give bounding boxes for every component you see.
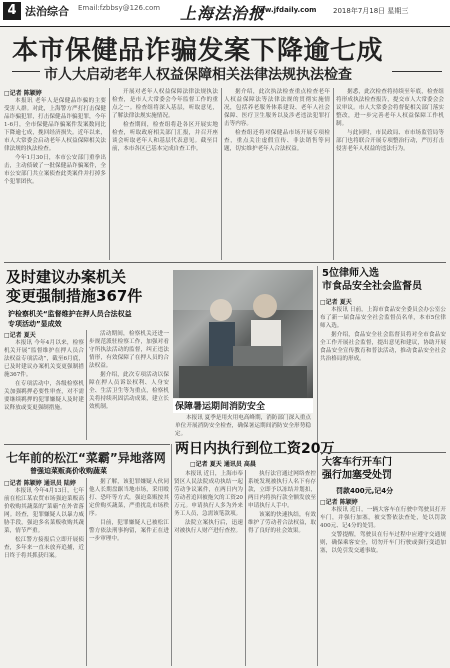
column-divider [171,444,172,666]
subhead-rule-right [392,71,442,72]
story-b-subtitle: 曾强迫菜贩高价收购蔬菜 [30,467,107,475]
column-divider [333,88,334,260]
header-date: 2018年7月18日 星期三 [333,7,409,15]
story-b-column-2 [89,478,169,666]
paragraph: 该案的快速执结，有效维护了劳动者合法权益，取得了良好的社会效果。 [248,512,316,534]
lead-column-2 [112,88,218,260]
story-d-byline: □记者 夏天 [320,299,352,306]
paragraph: 今年1月30日，本市公安部门重拳出击，主动侦破了一批保健品诈骗案件，全市公安部门共立案侦查此类案件并打掉多个犯罪团伙。 [4,155,106,185]
paragraph: 在专项活动中，各级检察机关加强羁押必要性审查，对不需要继续羁押的犯罪嫌疑人及时建议释放或变更强制措施。 [4,381,84,411]
story-c-title: 两日内执行到位工资20万 [175,441,335,457]
story-c-column-2 [248,470,316,666]
lead-column-3 [224,88,330,260]
story-d-column [320,297,446,447]
paragraph: 本报讯 近日，一辆大客车在行驶中驾驶员打开车门，并强行加塞，被交警依法查处，处以罚款400元、记4分的处罚。 [320,507,446,529]
story-e-byline: □记者 陈颖婷 [320,499,358,506]
story-c-byline: □记者 夏天 通讯员 高晨 [190,461,256,468]
column-divider [86,478,87,666]
story-e-subtitle: 罚款400元,记4分 [336,487,394,495]
paragraph: 目前，犯罪嫌疑人已被松江警方依法刑事拘留，案件正在进一步审理中。 [89,520,169,542]
paragraph: 本报讯 老年人是保健品诈骗的主要受害人群。对此，上海警方严打打击保健品诈骗犯罪，打击保健品诈骗犯罪，今年1-6月，全市保健品诈骗案件发案数同比下降逾七成，挽回经济损失。近年以来，市人大常委会启动老年人权益保障相关法律法规的执法检查。 [4,98,106,152]
story-a-subtitle-2: 专项活动”显成效 [8,320,62,328]
section-rule [4,262,446,263]
paragraph: 本报讯 近日，上海市奉贤区人民法院成功执结一起劳动争议案件，在两日内为劳动者追回被拖欠的工资20万元。申请执行人多为外来务工人员，急需该笔款项。 [174,471,243,517]
page-number-badge: 4 [3,2,21,20]
story-a-column-2 [89,330,169,440]
paragraph: 法院立案执行后，迅速对被执行人财产进行查控。 [174,520,243,534]
lead-headline: 本市保健品诈骗发案下降逾七成 [12,36,384,66]
photo-caption-text [175,414,311,436]
photo-caption-title: 保障暑运期间消防安全 [175,402,266,412]
column-divider [317,452,318,666]
paragraph: 本报讯 今年4月13日，七年前在松江某农贸市场强迫菜贩高价收购其蔬菜的“菜霸”在外省落网。经查，犯罪嫌疑人以暴力威胁手段，强迫多名菜贩收购其蔬菜，情节严重。 [4,488,84,534]
paragraph: 据介绍，食品安全社会监督员将对全市食品安全工作开展社会监督，提出意见和建议，协助开展食品安全宣传教育和普法活动，推动食品安全社会共治格局的形成。 [320,332,446,362]
lead-column-1 [4,88,106,260]
story-b-column-1 [4,478,84,666]
section-title: 法治综合 [25,5,69,18]
lead-byline: □记者 陈颖婷 [4,90,42,97]
story-e-title-2: 强行加塞受处罚 [322,470,392,481]
column-divider [109,88,110,260]
subhead-rule-left [12,71,40,72]
paragraph: 活动期间，检察机关还进一步规范派驻检察工作，加强对看守所执法活动的监督，纠正违法情形，有效保障了在押人员的合法权益。 [89,331,169,369]
story-a-byline: □记者 夏天 [4,332,36,339]
story-b-byline: □记者 陈颖婷 通讯员 陆婷 [4,480,76,487]
story-c-column-1 [174,470,243,666]
paragraph: 开展对老年人权益保障法律法规执法检查，是市人大常委会今年监督工作的重点之一。检查组将深入基层，听取意见，了解法律法规实施情况。 [112,89,218,119]
paragraph: 本报讯 日前，上海市食品安全委员会办公室公布了新一届食品安全社会监督员名单，本市5位律师入选。 [320,307,446,329]
lead-subhead: 市人大启动老年人权益保障相关法律法规执法检查 [44,67,352,83]
column-divider [245,470,246,666]
paragraph: 据了解，该犯罪嫌疑人伙同他人长期盘踞当地市场，采用殴打、恐吓等方式，强迫菜贩按其定价购买蔬菜，严重扰乱市场秩序。 [89,479,169,517]
story-a-title-1: 及时建议办案机关 [6,268,127,286]
story-d-title-1: 5位律师入选 [322,268,379,279]
story-d-title-2: 市食品安全社会监督员 [322,281,422,292]
paragraph: 与此同时，市民政局、市市场监管局等部门也将联合开展专项整治行动，严厉打击侵害老年人权益的违法行为。 [336,130,444,152]
paragraph: 据介绍，此次执法检查重点检查老年人权益保障法等法律法规的贯彻实施情况，包括养老服务体系建设、老年人社会保障、医疗卫生服务以及涉老违法犯罪打击等内容。 [224,89,330,127]
firefighter-photo [173,270,313,398]
column-divider [221,88,222,260]
paragraph: 交警提醒，驾驶员在行车过程中应遵守交通规则，确保乘客安全，切勿开车门行驶或强行变道加塞，以免引发交通事故。 [320,532,446,554]
section-rule [320,452,446,453]
header-website: www.jfdaily.com [252,6,317,14]
story-a-title-2: 变更强制措施367件 [6,287,143,305]
paragraph: 本报讯 夏季是用火用电高峰期，消防部门深入重点单位开展消防安全检查，确保暑运期间消防安全形势稳定。 [175,415,311,436]
paragraph: 松江警方接报后立即开展侦查，多年来一直未放弃追捕，近日终于将其抓获归案。 [4,537,84,559]
paragraph: 检查期间，检查组将赴各区开展实地检查，听取政府相关部门汇报，并召开座谈会听取老年人和基层代表意见。截至目前，本市各区已基本完成自查工作。 [112,122,218,152]
photo-illustration [173,270,313,398]
section-rule [4,444,170,445]
column-divider [86,330,87,440]
story-e-title-1: 大客车行开车门 [322,457,392,468]
masthead-logo: 上海法治报 [180,4,266,23]
paragraph: 据介绍，此次专项活动以保障在押人员诉讼权利、人身安全、生活卫生等为重点，检察机关将持续巩固活动成果，建立长效机制。 [89,372,169,410]
story-b-title: 七年前的松江“菜霸”异地落网 [6,451,166,465]
column-divider [317,266,318,452]
paragraph: 检查组还将对保健品市场开展专项检查，重点关注虚假宣传、非法销售等问题，切实维护老年人合法权益。 [224,130,330,152]
header-email: Email:fzbbsy@126.com [78,4,161,12]
story-a-subtitle-1: 沪检察机关“监督维护在押人员合法权益 [8,310,132,318]
story-e-column [320,497,446,666]
paragraph: 本报讯 今年4月以来，检察机关开展“监督维护在押人员合法权益专项活动”，截至6月底，已及时建议办案机关变更强制措施367件。 [4,340,84,378]
story-a-column-1 [4,330,84,440]
paragraph: 据悉，此次检查将持续至年底，检查组将形成执法检查报告，提交市人大常委会会议审议。市人大常委会将督促相关部门落实整改，进一步完善老年人权益保障工作机制。 [336,89,444,127]
paragraph: 执行法官通过网络查控系统发现被执行人名下有存款，立即予以冻结并划扣，两日内将执行款全额发放至申请执行人手中。 [248,471,316,509]
lead-column-4 [336,88,444,260]
